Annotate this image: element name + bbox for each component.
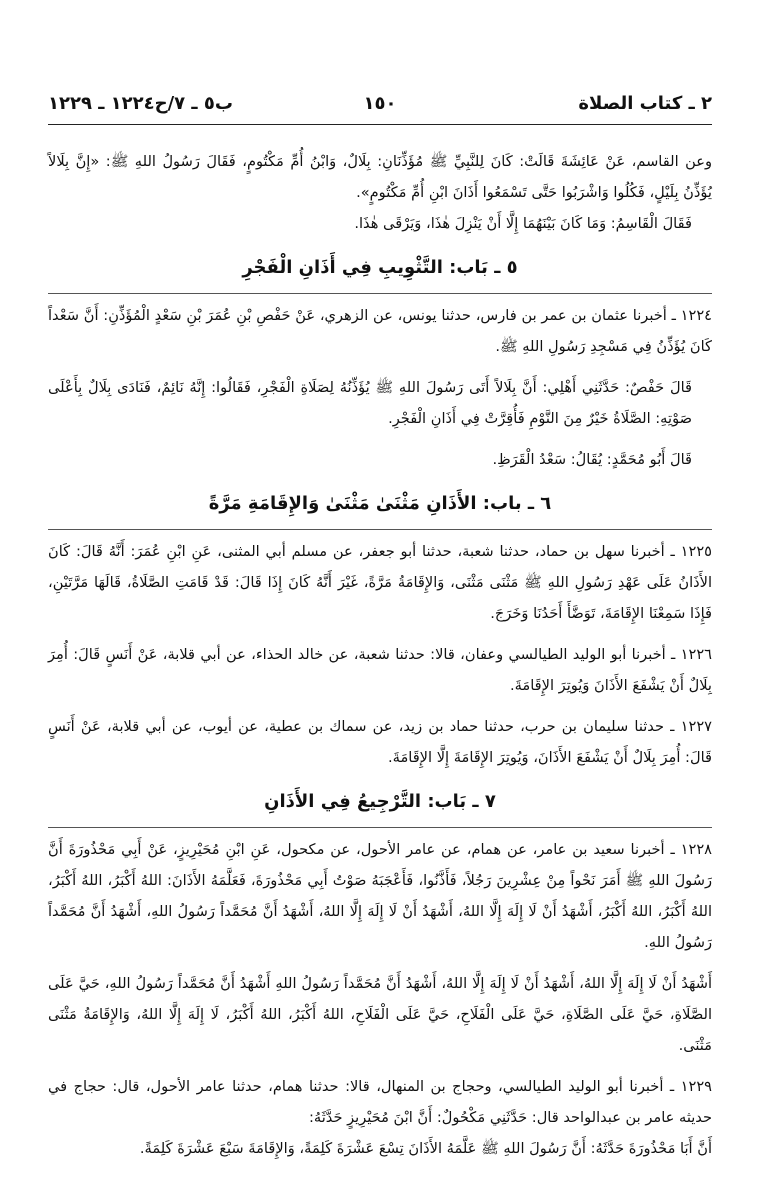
hadith-1224: ١٢٢٤ ـ أخبرنا عثمان بن عمر بن فارس، حدثنا يونس، عن الزهري، عَنْ حَفْصِ بْنِ عُمَرَ بْنِ سَعْدٍ الْمُؤَذِّنِ: أَنَّ سَعْداً كَانَ يُؤَذِّنُ فِي مَسْجِدِ رَسُولِ اللهِ ﷺ.: [48, 307, 712, 355]
adhan-text: أَشْهَدُ أَنْ لَا إِلَهَ إِلَّا اللهُ، أَشْهَدُ أَنْ لَا إِلَهَ إِلَّا اللهُ، أَشْهَدُ أَنَّ مُحَمَّداً رَسُولُ اللهِ أَشْهَدُ أَنَّ مُحَمَّداً رَسُولُ اللهِ، حَيَّ عَلَى الصَّلَاةِ، حَيَّ عَلَى الصَّلَاةِ، حَيَّ عَلَى الْفَلَاحِ، حَيَّ عَلَى الْفَلَاحِ، اللهُ أَكْبَرُ، اللهُ أَكْبَرُ، لَا إِلَهَ إِلَّا اللهُ، وَالإِقَامَةُ مَثْنَى مَثْنَى.: [48, 975, 712, 1054]
hadith-1228: ١٢٢٨ ـ أخبرنا سعيد بن عامر، عن همام، عن عامر الأحول، عن مكحول، عَنِ ابْنِ مُحَيْرِيزٍ، عَنْ أَبِي مَحْذُورَةَ أَنَّ رَسُولَ اللهِ ﷺ أَمَرَ نَحْواً مِنْ عِشْرِينَ رَجُلاً، فَأَذَّنُوا، فَأَعْجَبَهُ صَوْتُ أَبِي مَحْذُورَةَ، فَعَلَّمَهُ الأَذَانَ: اللهُ أَكْبَرُ، اللهُ أَكْبَرُ، اللهُ أَكْبَرُ، اللهُ أَكْبَرُ، أَشْهَدُ أَنْ لَا إِلَهَ إِلَّا اللهُ، أَشْهَدُ أَنْ لَا إِلَهَ إِلَّا اللهُ، أَشْهَدُ أَنَّ مُحَمَّداً رَسُولُ اللهِ، أَشْهَدُ أَنَّ مُحَمَّداً رَسُولُ اللهِ.: [48, 841, 712, 951]
header-rule: [48, 124, 712, 125]
header-hadith-range: ب٥ ـ ٧/ح١٢٢٤ ـ ١٢٢٩: [48, 93, 233, 114]
hadith-1225: ١٢٢٥ ـ أخبرنا سهل بن حماد، حدثنا شعبة، حدثنا أبو جعفر، عن مسلم أبي المثنى، عَنِ ابْنِ عُمَرَ: أَنَّهُ قَالَ: كَانَ الأَذَانُ عَلَى عَهْدِ رَسُولِ اللهِ ﷺ مَثْنَى مَثْنَى، وَالإِقَامَةُ مَرَّةً، غَيْرَ أَنَّهُ كَانَ إِذَا قَالَ: قَدْ قَامَتِ الصَّلَاةُ، قَالَهَا مَرَّتَيْنِ، فَإِذَا سَمِعْنَا الإِقَامَةَ، تَوَضَّأَ أَحَدُنَا وَخَرَجَ.: [48, 543, 712, 622]
chapter-7-rule: [48, 827, 712, 828]
hadith-1227: ١٢٢٧ ـ حدثنا سليمان بن حرب، حدثنا حماد بن زيد، عن سماك بن عطية، عن أيوب، عن أبي قلابة، عَنْ أَنَسٍ قَالَ: أُمِرَ بِلَالٌ أَنْ يَشْفَعَ الأَذَانَ، وَيُوتِرَ الإِقَامَةَ إِلَّا الإِقَامَةَ.: [48, 718, 712, 766]
chapter-6-title: ٦ ـ باب: الأَذَانِ مَثْنَىٰ مَثْنَىٰ وَالإِقَامَةِ مَرَّةً: [208, 493, 552, 514]
hadith-1226: ١٢٢٦ ـ أخبرنا أبو الوليد الطيالسي وعفان، قالا: حدثنا شعبة، عن خالد الحذاء، عن أبي قلابة، عَنْ أَنَسٍ قَالَ: أُمِرَ بِلَالٌ أَنْ يَشْفَعَ الأَذَانَ وَيُوتِرَ الإِقَامَةَ.: [48, 646, 712, 694]
abu-muhammad-note: قَالَ أَبُو مُحَمَّدٍ: يُقَالُ: سَعْدُ الْقَرَظِ.: [492, 451, 692, 468]
chapter-5-rule: [48, 293, 712, 294]
hafs-report: قَالَ حَفْصٌ: حَدَّثَنِي أَهْلِي: أَنَّ بِلَالاً أَتَى رَسُولَ اللهِ ﷺ يُؤَذِّنُهُ لِصَلَاةِ الْفَجْرِ، فَقَالُوا: إِنَّهُ نَائِمٌ، فَنَادَى بِلَالٌ بِأَعْلَى صَوْتِهِ: الصَّلَاةُ خَيْرٌ مِنَ النَّوْمِ فَأُقِرَّتْ فِي أَذَانِ الْفَجْرِ.: [48, 379, 692, 427]
chapter-6-rule: [48, 529, 712, 530]
hadith-aisha: وعن القاسم، عَنْ عَائِشَةَ قَالَتْ: كَانَ لِلنَّبِيِّ ﷺ مُؤَذِّنَانِ: بِلَالٌ، وَابْنُ أُمِّ مَكْتُومٍ، فَقَالَ رَسُولُ اللهِ ﷺ: «إِنَّ بِلَالاً يُؤَذِّنُ بِلَيْلٍ، فَكُلُوا وَاشْرَبُوا حَتَّى تَسْمَعُوا أَذَانَ ابْنِ أُمِّ مَكْتُومٍ».: [48, 153, 712, 201]
page-body: [48, 146, 712, 1164]
header-book-title: ٢ ـ كتاب الصلاة: [578, 93, 712, 114]
hadith-1229-text: أَنَّ أَبَا مَحْذُورَةَ حَدَّثَهُ: أَنَّ رَسُولَ اللهِ ﷺ عَلَّمَهُ الأَذَانَ تِسْعَ عَشْرَةَ كَلِمَةً، وَالإِقَامَةَ سَبْعَ عَشْرَةَ كَلِمَةً.: [139, 1140, 712, 1157]
header-page-number: ١٥٠: [363, 93, 397, 114]
chapter-5-title: ٥ ـ بَاب: التَّثْوِيبِ فِي أَذَانِ الْفَجْرِ: [242, 257, 518, 278]
hadith-1229: ١٢٢٩ ـ أخبرنا أبو الوليد الطيالسي، وحجاج بن المنهال، قالا: حدثنا همام، حدثنا عامر الأحول، قال: حجاج في حديثه عامر بن عبدالواحد قال: حَدَّثَنِي مَكْحُولٌ: أَنَّ ابْنَ مُحَيْرِيزٍ حَدَّثَهُ:: [48, 1078, 712, 1126]
chapter-7-title: ٧ ـ بَاب: التَّرْجِيعُ فِي الأَذَانِ: [264, 791, 496, 812]
book-page: [48, 0, 712, 1195]
page-header: [48, 92, 712, 122]
qasim-comment: فَقَالَ الْقَاسِمُ: وَمَا كَانَ بَيْنَهُمَا إِلَّا أَنْ يَنْزِلَ هٰذَا، وَيَرْقَى هٰذَا.: [354, 215, 692, 232]
